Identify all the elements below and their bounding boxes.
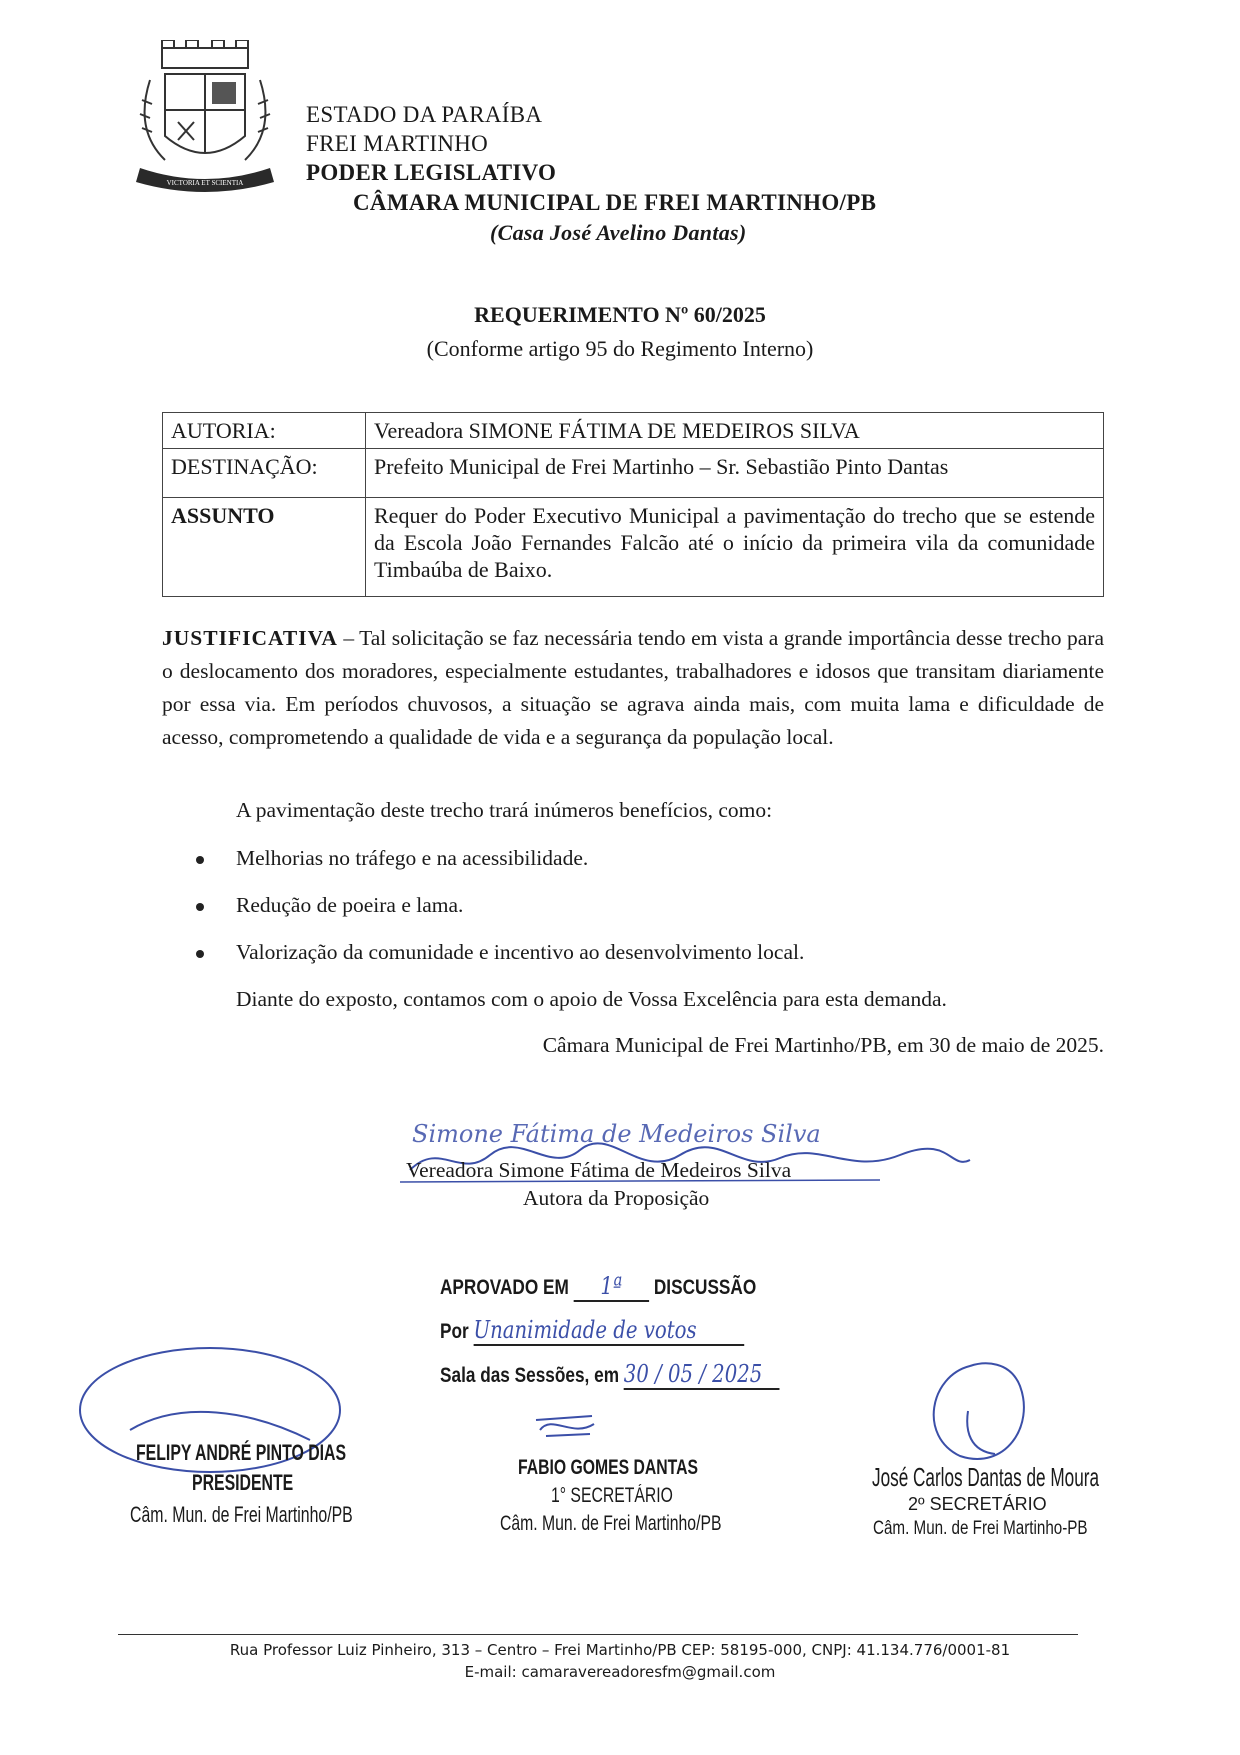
document-subtitle: (Conforme artigo 95 do Regimento Interno): [426, 336, 814, 361]
benefits-list: [190, 846, 804, 987]
first-secretary-org: Câm. Mun. de Frei Martinho/PB: [500, 1512, 722, 1535]
first-secretary-name: FABIO GOMES DANTAS: [518, 1456, 698, 1479]
second-secretary-name: José Carlos Dantas de Moura: [872, 1462, 1100, 1492]
svg-text:VICTORIA ET SCIENTIA: VICTORIA ET SCIENTIA: [166, 179, 244, 187]
justification-label: JUSTIFICATIVA: [162, 626, 338, 650]
second-secretary-signature: [910, 1356, 1040, 1466]
author-name: Vereadora Simone Fátima de Medeiros Silva: [406, 1158, 792, 1182]
bullet-icon: [196, 903, 204, 911]
table-row: [163, 449, 1104, 498]
approval-by-value: Unanimidade de votos: [474, 1316, 745, 1346]
header-state: ESTADO DA PARAÍBA: [306, 102, 543, 127]
header-power: PODER LEGISLATIVO: [306, 160, 557, 185]
list-item: [190, 893, 804, 940]
header-house: (Casa José Avelino Dantas): [490, 220, 747, 245]
benefit-text: Redução de poeira e lama.: [236, 893, 464, 917]
label-autoria: AUTORIA:: [163, 413, 366, 449]
second-secretary-org: Câm. Mun. de Frei Martinho-PB: [873, 1518, 1088, 1539]
list-item: [190, 940, 804, 987]
author-role: Autora da Proposição: [523, 1186, 710, 1210]
approval-prefix: APROVADO EM: [440, 1276, 569, 1299]
benefits-intro: A pavimentação deste trecho trará inúmeros benefícios, como:: [236, 798, 773, 822]
approval-discussion-number: 1ª: [574, 1272, 649, 1302]
first-secretary-role: 1° SECRETÁRIO: [551, 1484, 673, 1507]
municipal-crest-icon: [120, 40, 290, 200]
session-date-label: Sala das Sessões, em: [440, 1364, 620, 1387]
table-row: [163, 413, 1104, 449]
header-chamber: CÂMARA MUNICIPAL DE FREI MARTINHO/PB: [353, 190, 877, 215]
approval-suffix: DISCUSSÃO: [653, 1276, 757, 1299]
justification-text: – Tal solicitação se faz necessária tendo em vista a grande importância desse trecho para o deslocamento dos moradores, especialmente estudantes, trabalhadores e idosos que transitam diariamente por essa via. Em períodos chuvosos, a situação se agrava ainda mais, com muita lama e dificuldade de acesso, comprometendo a qualidade de vida e a segurança da população local.: [162, 626, 1104, 749]
list-item: [190, 846, 804, 893]
bullet-icon: [196, 856, 204, 864]
label-assunto: ASSUNTO: [163, 498, 366, 597]
header-city: FREI MARTINHO: [306, 131, 489, 156]
bullet-icon: [196, 950, 204, 958]
document-title: REQUERIMENTO Nº 60/2025: [474, 302, 766, 327]
author-handwritten-name: Simone Fátima de Medeiros Silva: [412, 1120, 821, 1148]
approval-line-3: [440, 1360, 780, 1390]
value-destinacao: Prefeito Municipal de Frei Martinho – Sr. Sebastião Pinto Dantas: [366, 449, 1104, 498]
approval-line-2: [440, 1316, 744, 1346]
session-date-value: 30 / 05 / 2025: [624, 1360, 780, 1390]
closing-text: Diante do exposto, contamos com o apoio de Vossa Excelência para esta demanda.: [236, 987, 947, 1011]
label-destinacao: DESTINAÇÃO:: [163, 449, 366, 498]
approval-by-label: Por: [440, 1320, 469, 1343]
justification-paragraph: [162, 622, 1104, 754]
footer-email: E-mail: camaravereadoresfm@gmail.com: [464, 1663, 776, 1681]
president-signature: [70, 1340, 350, 1490]
president-name: FELIPY ANDRÉ PINTO DIAS: [136, 1440, 347, 1465]
footer-divider: [118, 1634, 1078, 1635]
info-table: [162, 412, 1104, 597]
second-secretary-role: 2º SECRETÁRIO: [908, 1494, 1047, 1514]
value-autoria: Vereadora SIMONE FÁTIMA DE MEDEIROS SILVA: [366, 413, 1104, 449]
approval-line-1: [440, 1272, 756, 1302]
benefit-text: Valorização da comunidade e incentivo ao desenvolvimento local.: [236, 940, 805, 964]
benefit-text: Melhorias no tráfego e na acessibilidade.: [236, 846, 589, 870]
place-date: Câmara Municipal de Frei Martinho/PB, em 30 de maio de 2025.: [542, 1033, 1104, 1057]
table-row: [163, 498, 1104, 597]
president-role: PRESIDENTE: [192, 1470, 294, 1495]
president-org: Câm. Mun. de Frei Martinho/PB: [130, 1502, 353, 1527]
first-secretary-signature: [532, 1410, 602, 1442]
value-assunto: Requer do Poder Executivo Municipal a pavimentação do trecho que se estende da Escola João Fernandes Falcão até o início da primeira vila da comunidade Timbaúba de Baixo.: [366, 498, 1104, 597]
footer-address: Rua Professor Luiz Pinheiro, 313 – Centro – Frei Martinho/PB CEP: 58195-000, CNPJ: 41.134.776/0001-81: [229, 1641, 1011, 1659]
